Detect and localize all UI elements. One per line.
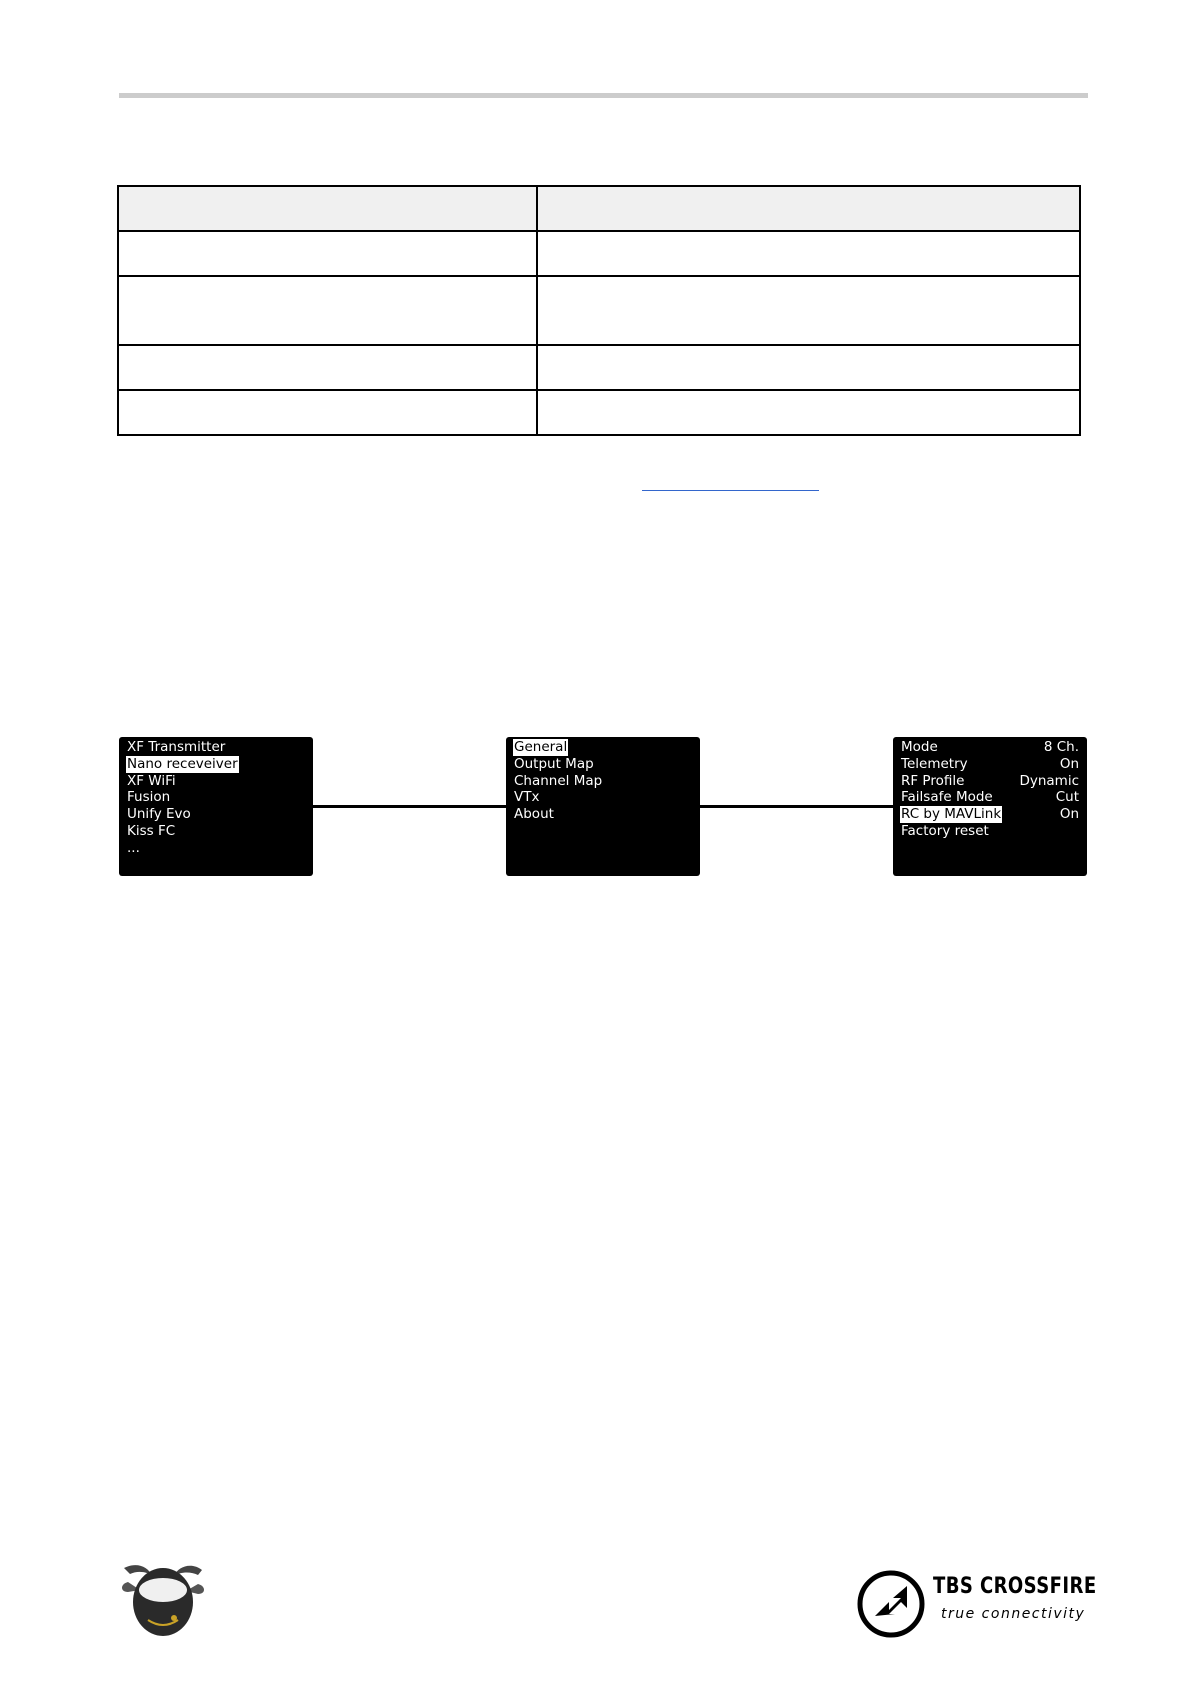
- menu-item-more[interactable]: ...: [127, 839, 140, 856]
- menu-item-kiss-fc[interactable]: Kiss FC: [127, 822, 176, 839]
- setting-failsafe-mode[interactable]: Failsafe Mode Cut: [901, 789, 1079, 806]
- setting-rc-by-mavlink[interactable]: RC by MAVLink On: [901, 806, 1079, 823]
- table-header-row: [118, 186, 1080, 231]
- header-rule: [119, 93, 1088, 98]
- setting-mode[interactable]: Mode 8 Ch.: [901, 739, 1079, 755]
- spec-table: [117, 185, 1081, 436]
- menu-item-xf-wifi[interactable]: XF WiFi: [127, 772, 176, 789]
- general-settings-screen: [893, 737, 1087, 876]
- device-list-screen: [119, 737, 313, 876]
- crossfire-arrow-icon: [855, 1568, 927, 1640]
- black-sheep-logo: [118, 1560, 208, 1640]
- setting-rf-profile[interactable]: RF Profile Dynamic: [901, 772, 1079, 789]
- menu-item-unify-evo[interactable]: Unify Evo: [127, 806, 191, 823]
- table-cell: [118, 231, 537, 276]
- table-cell: [118, 390, 537, 435]
- table-cell: [537, 390, 1080, 435]
- setting-factory-reset[interactable]: Factory reset: [901, 822, 989, 839]
- table-cell: [537, 345, 1080, 390]
- setting-value: On: [1059, 755, 1079, 772]
- connector-line: [313, 805, 506, 808]
- setting-value: 8 Ch.: [1043, 739, 1079, 755]
- table-cell: [537, 276, 1080, 345]
- menu-item-about[interactable]: About: [514, 806, 554, 823]
- setting-value: Dynamic: [1019, 772, 1079, 789]
- connector-line: [700, 805, 893, 808]
- brand-name: TBS CROSSFIRE: [933, 1574, 1097, 1599]
- setting-telemetry[interactable]: Telemetry On: [901, 755, 1079, 772]
- menu-item-nano-receiver[interactable]: Nano receveiver: [127, 755, 238, 772]
- table-row: [118, 345, 1080, 390]
- sheep-head-icon: [118, 1560, 208, 1640]
- menu-item-output-map[interactable]: Output Map: [514, 755, 594, 772]
- setting-value: Cut: [1055, 789, 1079, 806]
- receiver-menu-screen: [506, 737, 700, 876]
- table-cell: [118, 276, 537, 345]
- tbs-crossfire-logo: [855, 1568, 1097, 1640]
- menu-item-channel-map[interactable]: Channel Map: [514, 772, 603, 789]
- table-cell: [537, 186, 1080, 231]
- hyperlink-underline[interactable]: [642, 490, 819, 491]
- menu-item-xf-transmitter[interactable]: XF Transmitter: [127, 739, 226, 755]
- table-row: [118, 276, 1080, 345]
- table-cell: [118, 345, 537, 390]
- menu-item-fusion[interactable]: Fusion: [127, 789, 171, 806]
- table-row: [118, 390, 1080, 435]
- table-row: [118, 231, 1080, 276]
- table-cell: [118, 186, 537, 231]
- brand-tagline: true connectivity: [941, 1606, 1086, 1622]
- table-cell: [537, 231, 1080, 276]
- menu-item-vtx[interactable]: VTx: [514, 789, 540, 806]
- setting-value: On: [1059, 806, 1079, 823]
- menu-item-general[interactable]: General: [514, 739, 568, 755]
